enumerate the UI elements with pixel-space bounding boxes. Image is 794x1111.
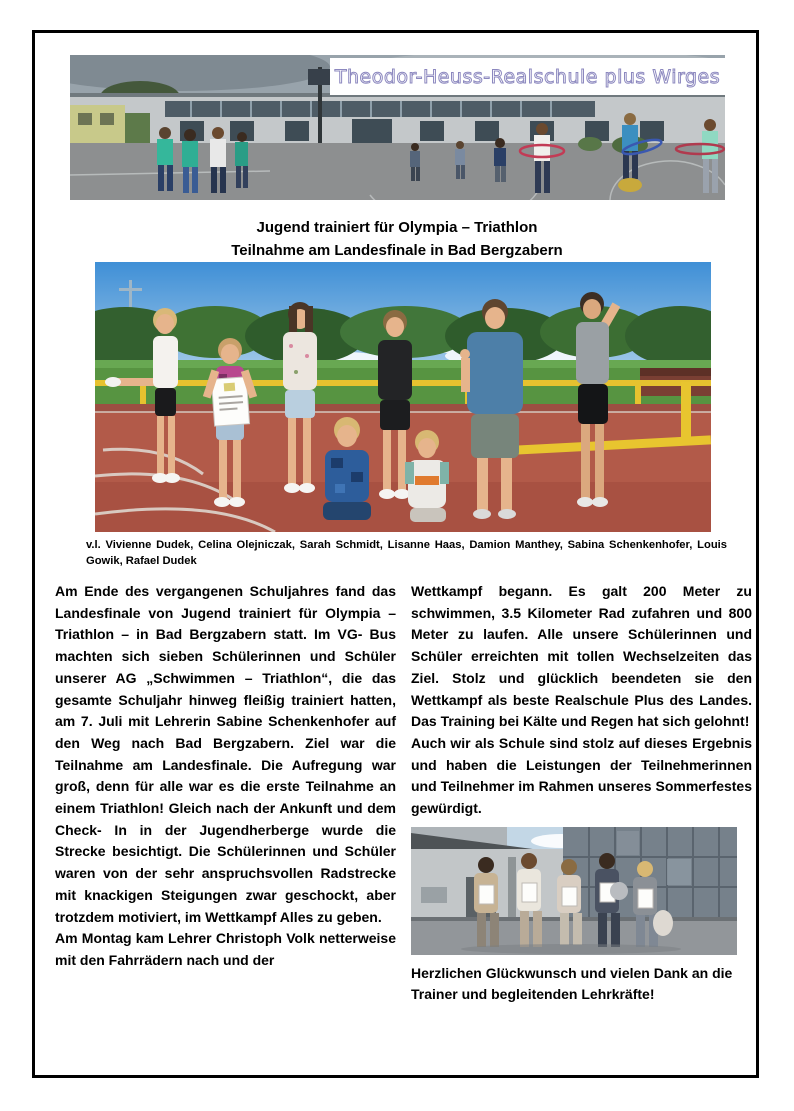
header-photo: [70, 55, 725, 200]
photo-caption: v.l. Vivienne Dudek, Celina Olejniczak, Sarah Schmidt, Lisanne Haas, Damion Manthey, Sabina Schenkenhofer, Louis Gowik, Rafael Dudek: [86, 539, 727, 567]
school-name-text: Theodor-Heuss-Realschule plus Wirges: [334, 65, 721, 88]
team-photo-illustration: [95, 262, 711, 532]
right-paragraph-1: Wettkampf begann. Es galt 200 Meter zu schwimmen, 3.5 Kilometer Rad zufahren und 800 Meter zu laufen. Alle unsere Schülerinnen und Schüler erreichten mit tollen Wechselzeiten das Ziel. Stolz und glücklich beendeten sie den Wettkampf als beste Realschule Plus des Landes. Das Training bei Kälte und Regen hat sich gelohnt!: [411, 583, 752, 730]
left-paragraph-2: Am Montag kam Lehrer Christoph Volk netterweise mit den Fahrrädern nach und der: [55, 930, 396, 968]
article-title: [40, 216, 754, 262]
right-column: [411, 581, 752, 1006]
title-line-2: Teilnahme am Landesfinale in Bad Bergzabern: [231, 242, 563, 259]
closing-paragraph: Herzlichen Glückwunsch und vielen Dank an die Trainer und begleitenden Lehrkräfte!: [411, 964, 733, 1003]
certificates-photo-illustration: [411, 827, 737, 955]
left-column: [55, 581, 396, 972]
certificates-photo: [411, 827, 737, 955]
team-photo: [95, 262, 711, 532]
title-line-1: Jugend trainiert für Olympia – Triathlon: [256, 219, 538, 236]
right-paragraph-2: Auch wir als Schule sind stolz auf dieses Ergebnis und haben die Leistungen der Teilnehmerinnen und Teilnehmer im Rahmen unseres Sommerfestes gewürdigt.: [411, 734, 752, 817]
left-paragraph-1: Am Ende des vergangenen Schuljahres fand das Landesfinale von Jugend trainiert für Olympia – Triathlon – in Bad Bergzabern statt. Im VG- Bus machten sich sieben Schülerinnen und Schüler unserer AG „Schwimmen – Triathlon“, die das gesamte Schuljahr hinweg fleißig trainiert hatten, am 7. Juli mit Lehrerin Sabine Schenkenhofer auf den Weg nach Bad Bergzabern. Ziel war die Teilnahme am Landesfinale. Die Aufregung war groß, denn für alle war es die erste Teilnahme an einem Triathlon! Gleich nach der Ankunft und dem Check- In in der Jugendherberge wurde die Strecke besichtigt. Die Schülerinnen und Schüler waren von der sehr anspruchsvollen Radstrecke mit knackigen Steigungen zwar geschockt, aber trotzdem motiviert, im Wettkampf Alles zu geben.: [55, 583, 396, 925]
school-name-banner: [330, 58, 725, 95]
